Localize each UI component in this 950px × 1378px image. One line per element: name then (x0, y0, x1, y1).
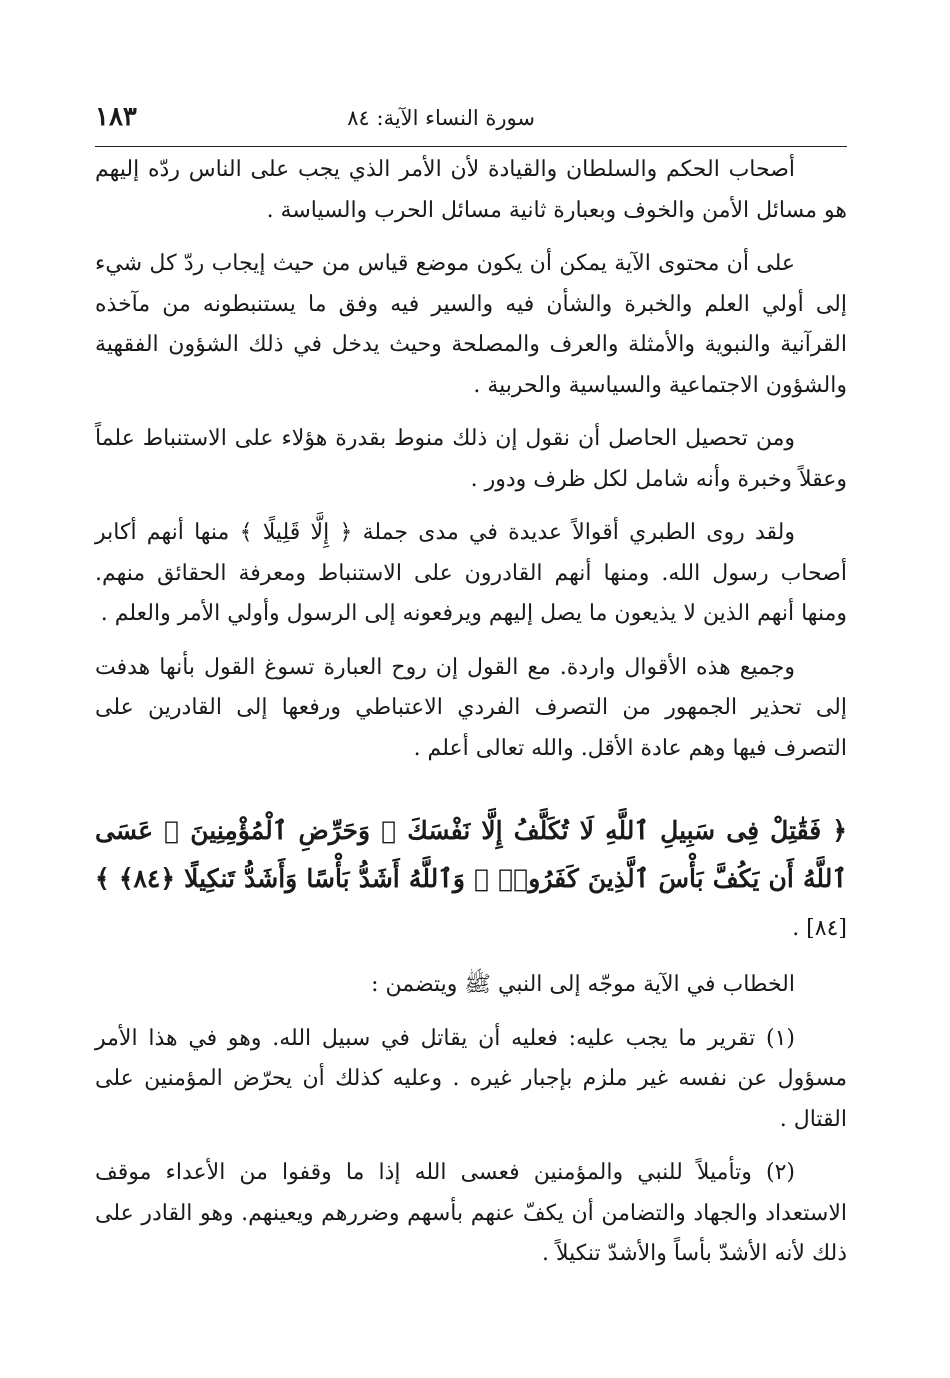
body-text (95, 150, 847, 1288)
paragraph-2: على أن محتوى الآية يمكن أن يكون موضع قياس من حيث إيجاب ردّ كل شيء إلى أولي العلم والخبرة والشأن فيه والسير فيه وفق ما يستنبطونه من مآخذه القرآنية والنبوية والأمثلة والعرف والمصلحة وحيث يدخل في ذلك الشؤون الفقهية والشؤون الاجتماعية والسياسية والحربية . (95, 251, 847, 398)
header-divider (95, 146, 847, 147)
commentary-intro: الخطاب في الآية موجّه إلى النبي ﷺ ويتضمن : (371, 972, 795, 997)
paragraph-5: وجميع هذه الأقوال واردة. مع القول إن روح العبارة تسوغ القول بأنها هدفت إلى تحذير الجمهور من التصرف الفردي الاعتباطي ورفعها إلى القادرين على التصرف فيها وهم عادة الأقل. والله تعالى أعلم . (95, 654, 847, 761)
page-number: ١٨٣ (95, 102, 137, 132)
verse-close-bracket: ﴾ (95, 864, 110, 893)
paragraph-4: ولقد روى الطبري أقوالاً عديدة في مدى جملة ﴿ إِلَّا قَلِيلًا ﴾ منها أنهم أكابر أصحاب رسول الله. ومنها أنهم القادرون على الاستنباط ومعرفة الحقائق منهم. ومنها أنهم الذين لا يذيعون ما يصل إليهم ويرفعونه إلى الرسول وأولي الأمر والعلم . (95, 520, 847, 626)
verse-text: فَقَٰتِلْ فِى سَبِيلِ ٱللَّهِ لَا تُكَلَّفُ إِلَّا نَفْسَكَ ۚ وَحَرِّضِ ٱلْمُؤْمِنِينَ ۖ عَسَى ٱللَّهُ أَن يَكُفَّ بَأْسَ ٱلَّذِينَ كَفَرُوا۟ ۚ وَٱللَّهُ أَشَدُّ بَأْسًا وَأَشَدُّ تَنكِيلًا ﴿٨٤﴾ (95, 816, 847, 893)
paragraph-3: ومن تحصيل الحاصل أن نقول إن ذلك منوط بقدرة هؤلاء على الاستنباط علماً وعقلاً وخبرة وأنه شامل لكل ظرف ودور . (95, 426, 847, 492)
paragraph-1: أصحاب الحكم والسلطان والقيادة لأن الأمر الذي يجب على الناس ردّه إليهم هو مسائل الأمن والخوف وبعبارة ثانية مسائل الحرب والسياسة . (95, 157, 847, 223)
commentary-point-1: (١) تقرير ما يجب عليه: فعليه أن يقاتل في سبيل الله. وهو في هذا الأمر مسؤول عن نفسه غير ملزم بإجبار غيره . وعليه كذلك أن يحرّض المؤمنين على القتال . (95, 1025, 847, 1132)
commentary-point-2: (٢) وتأميلاً للنبي والمؤمنين فعسى الله إذا ما وقفوا من الأعداء موقف الاستعداد والجهاد والتضامن أن يكفّ عنهم بأسهم وضررهم ويعينهم. وهو القادر على ذلك لأنه الأشدّ بأساً والأشدّ تنكيلاً . (95, 1160, 847, 1266)
running-title: سورة النساء الآية: ٨٤ (347, 106, 535, 130)
page-header (95, 100, 847, 144)
quran-verse (95, 807, 847, 953)
verse-reference: [٨٤] . (792, 916, 847, 941)
verse-open-bracket: ﴿ (832, 816, 847, 845)
quran-verse-block (95, 807, 847, 953)
